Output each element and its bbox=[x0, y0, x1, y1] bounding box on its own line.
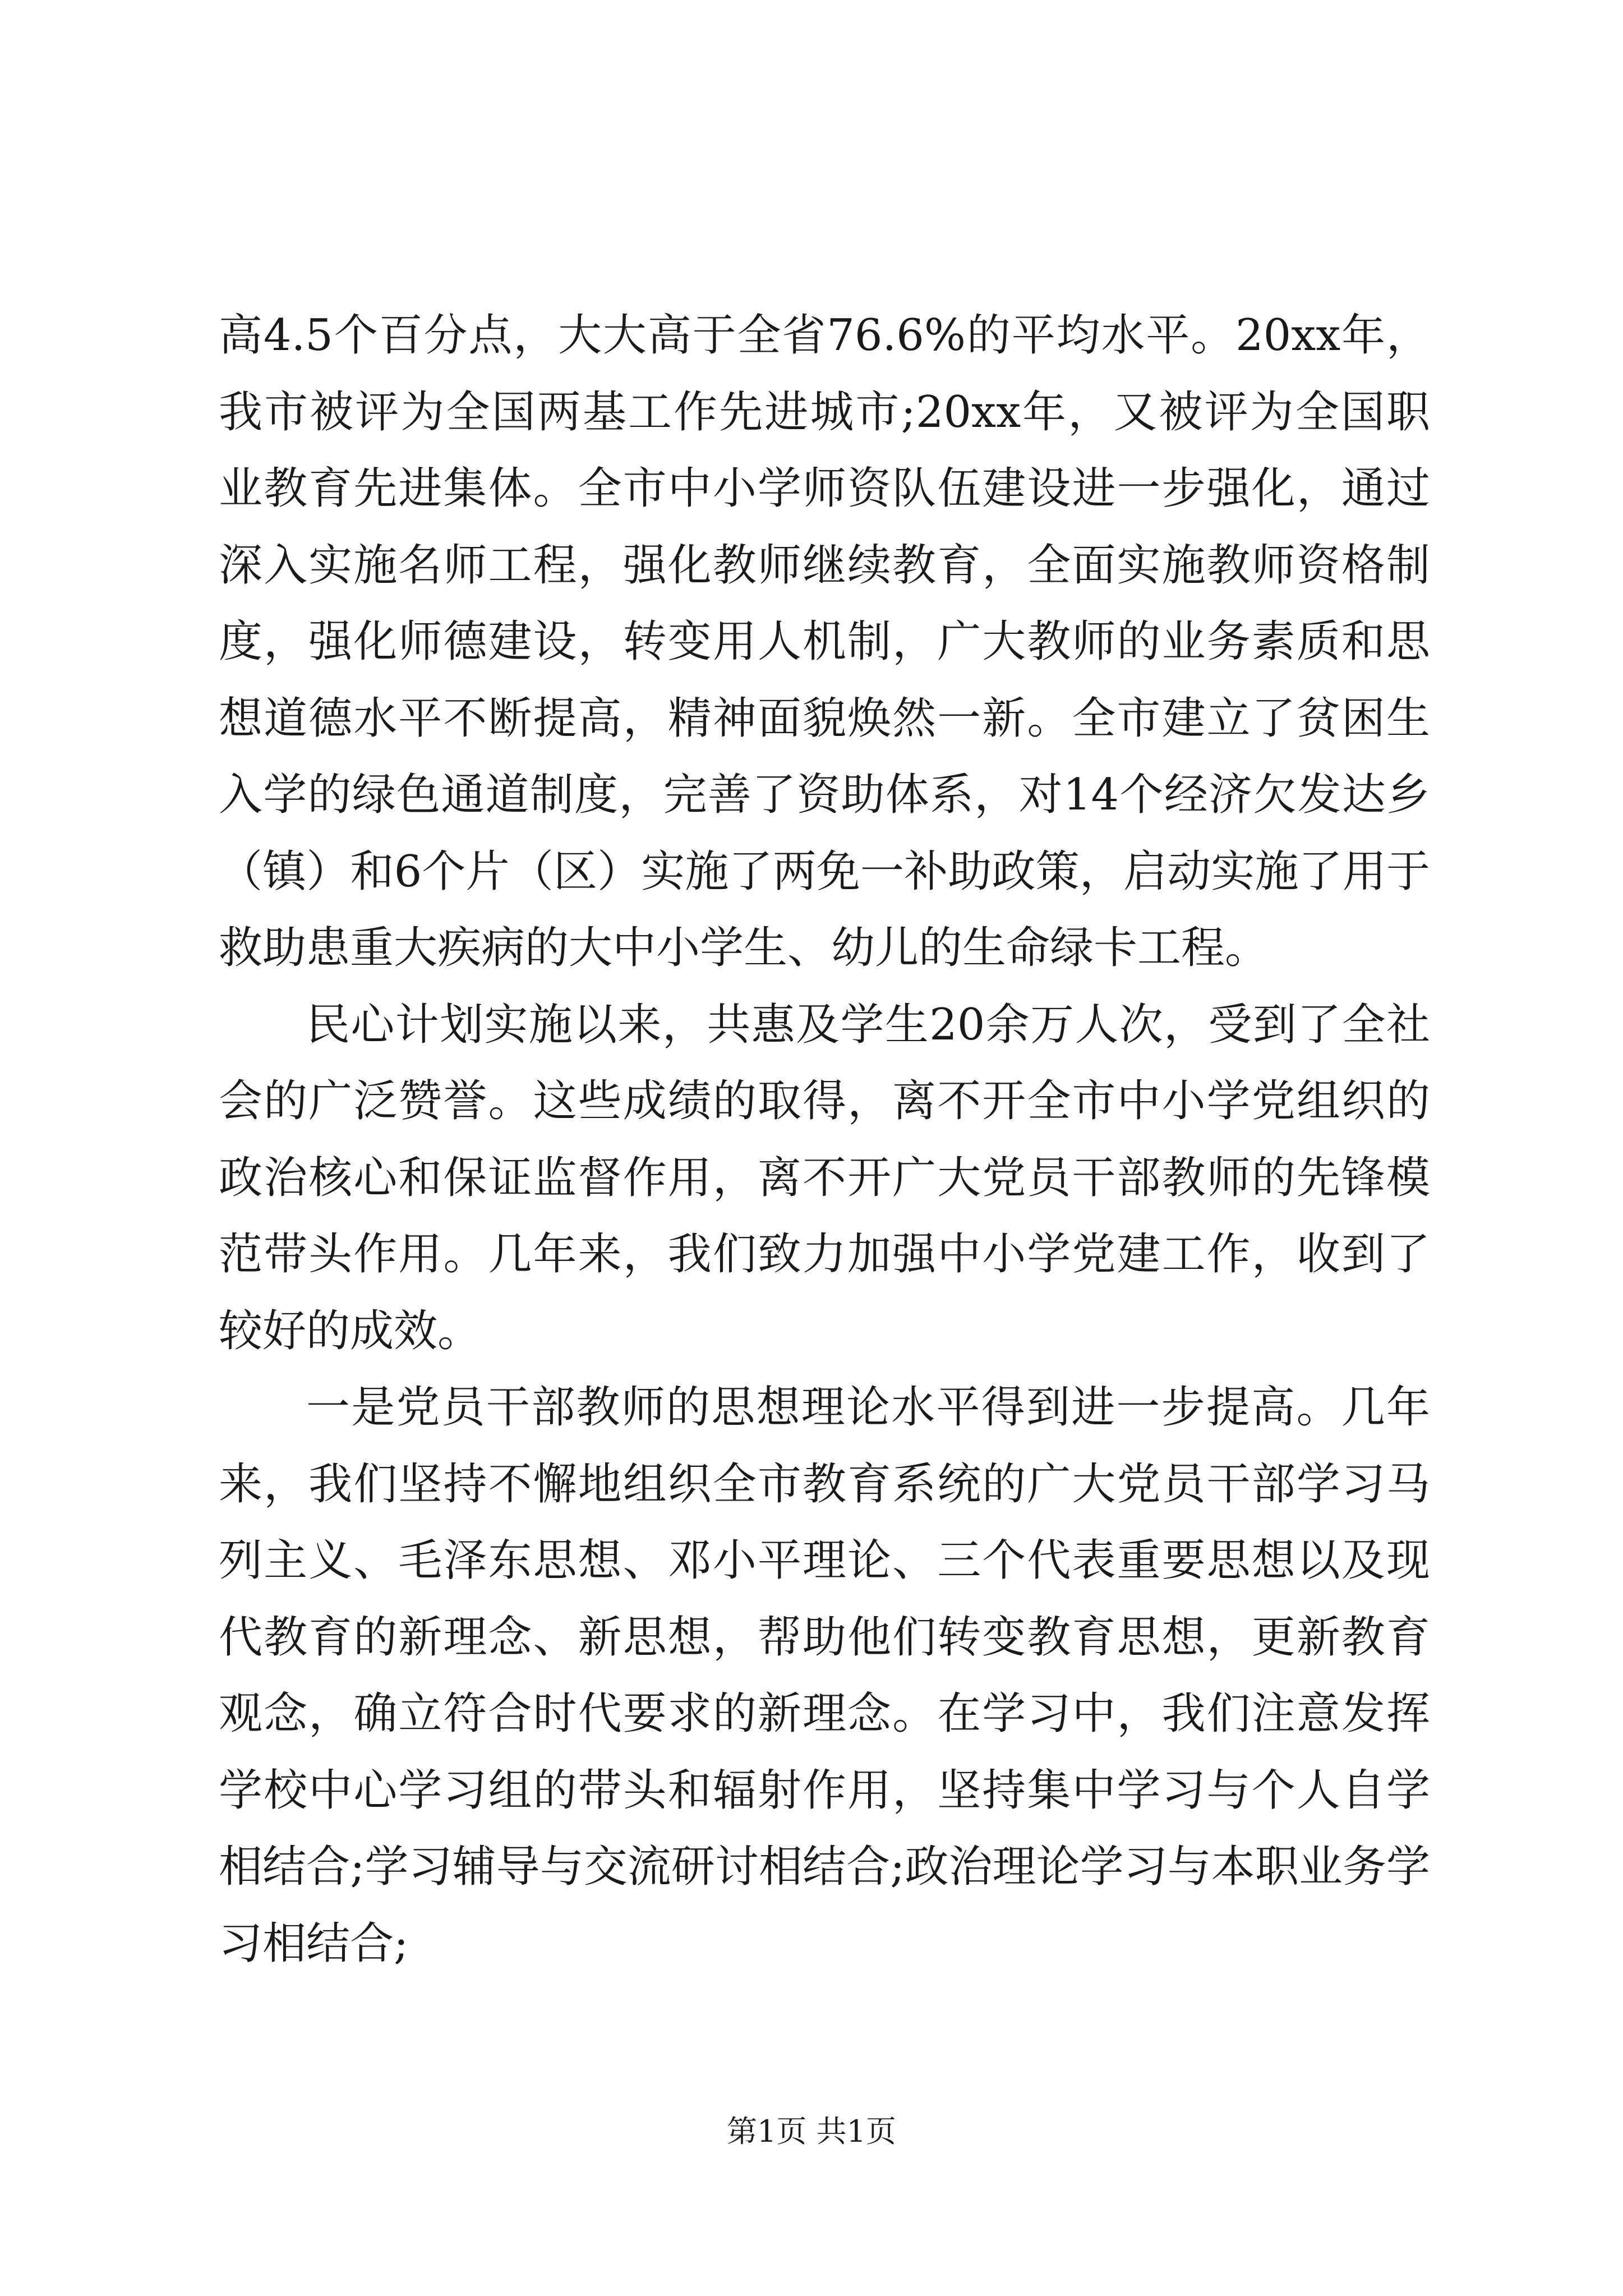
paragraph-1: 高4.5个百分点，大大高于全省76.6%的平均水平。20xx年，我市被评为全国两基工作先进城市;20xx年，又被评为全国职业教育先进集体。全市中小学师资队伍建设进一步强化，通过深入实施名师工程，强化教师继续教育，全面实施教师资格制度，强化师德建设，转变用人机制，广大教师的业务素质和思想道德水平不断提高，精神面貌焕然一新。全市建立了贫困生入学的绿色通道制度，完善了资助体系，对14个经济欠发达乡（镇）和6个片（区）实施了两免一补助政策，启动实施了用于救助患重大疾病的大中小学生、幼儿的生命绿卡工程。 bbox=[219, 310, 1430, 973]
paragraph-2: 民心计划实施以来，共惠及学生20余万人次，受到了全社会的广泛赞誉。这些成绩的取得，离不开全市中小学党组织的政治核心和保证监督作用，离不开广大党员干部教师的先锋模范带头作用。几年来，我们致力加强中小学党建工作，收到了较好的成效。 bbox=[219, 999, 1430, 1356]
document-body bbox=[219, 297, 1430, 1982]
page-footer: 第1页 共1页 bbox=[727, 2114, 896, 2149]
paragraph-3: 一是党员干部教师的思想理论水平得到进一步提高。几年来，我们坚持不懈地组织全市教育系统的广大党员干部学习马列主义、毛泽东思想、邓小平理论、三个代表重要思想以及现代教育的新理念、新思想，帮助他们转变教育思想，更新教育观念，确立符合时代要求的新理念。在学习中，我们注意发挥学校中心学习组的带头和辐射作用，坚持集中学习与个人自学相结合;学习辅导与交流研讨相结合;政治理论学习与本职业务学习相结合; bbox=[219, 1382, 1430, 1969]
